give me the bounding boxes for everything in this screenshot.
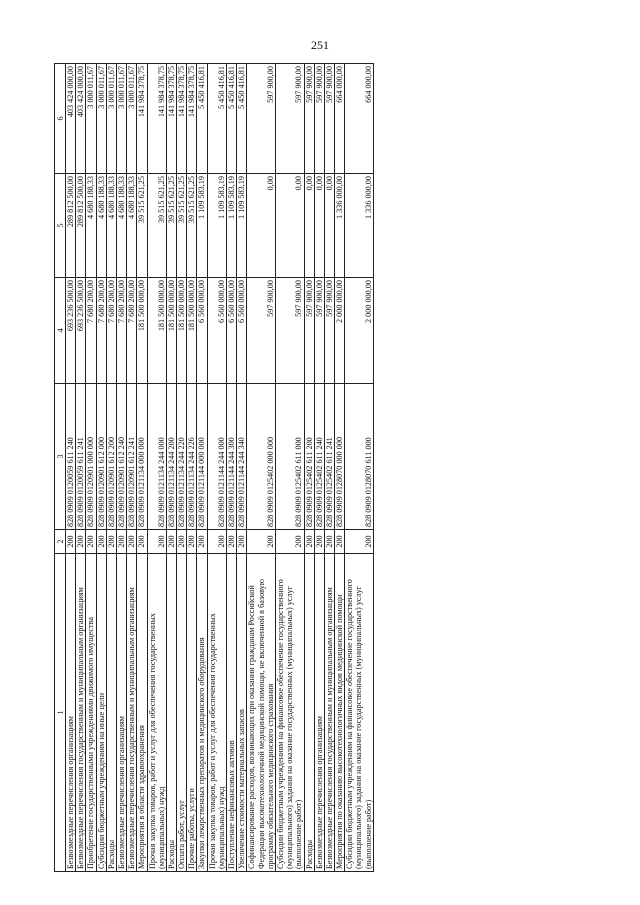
row-name-cell: Закупки лекарственных препаратов и медицинского оборудования [197,554,207,872]
table-header-row [55,64,66,872]
row-name-cell: Мероприятия в области здравоохранения [137,554,147,872]
table-row [345,64,374,872]
budget-table [54,63,374,872]
row-approved-cell: 597 900,00 [275,278,304,384]
row-executed-cell: 1 336 000,00 [335,174,345,278]
row-name-cell: Субсидии бюджетным учреждениям на финансовое обеспечение государственного (муниципального) задания на оказание государственных (муниципальных) услуг (выполнение работ) [345,554,374,872]
row-line-code-cell: 200 [247,530,276,554]
row-approved-cell: 7 680 200,00 [116,278,126,384]
row-budget-code-cell: 828 0909 0120059 611 241 [76,384,86,530]
row-name-cell: Оплата работ, услуг [177,554,187,872]
row-line-code-cell: 200 [86,530,96,554]
row-name-cell: Субсидии бюджетным учреждениям на финансовое обеспечение государственного (муниципального) задания на оказание государственных (муниципальных) услуг (выполнение работ) [275,554,304,872]
row-budget-code-cell: 828 0909 0125402 000 000 [247,384,276,530]
table-row [207,64,226,872]
row-approved-cell: 597 900,00 [324,278,334,384]
row-remaining-cell: 3 000 011,67 [127,64,137,174]
row-executed-cell: 39 515 621,25 [166,174,176,278]
row-line-code-cell: 200 [324,530,334,554]
row-line-code-cell: 200 [177,530,187,554]
row-budget-code-cell: 828 0909 0120901 612 000 [96,384,106,530]
table-row [106,64,116,872]
table-body [66,64,374,872]
row-approved-cell: 597 900,00 [304,278,314,384]
row-line-code-cell: 200 [314,530,324,554]
row-remaining-cell: 3 000 011,67 [106,64,116,174]
row-executed-cell: 1 109 583,19 [227,174,237,278]
row-line-code-cell: 200 [66,530,76,554]
row-budget-code-cell: 828 0909 0125402 611 240 [314,384,324,530]
row-approved-cell: 693 236 500,00 [76,278,86,384]
row-approved-cell: 181 500 000,00 [177,278,187,384]
table-row [116,64,126,872]
row-name-cell: Прочая закупка товаров, работ и услуг для обеспечения государственных (муниципальных) нужд [207,554,226,872]
row-budget-code-cell: 828 0909 0121144 244 000 [207,384,226,530]
row-approved-cell: 7 680 200,00 [86,278,96,384]
row-remaining-cell: 5 450 416,81 [227,64,237,174]
row-approved-cell: 597 900,00 [247,278,276,384]
row-budget-code-cell: 828 0909 0121134 244 000 [147,384,166,530]
row-budget-code-cell: 828 0909 0125402 611 000 [275,384,304,530]
table-row [275,64,304,872]
row-approved-cell: 181 500 000,00 [147,278,166,384]
row-executed-cell: 289 812 500,00 [66,174,76,278]
column-header: 1 [55,554,66,872]
row-line-code-cell: 200 [116,530,126,554]
row-executed-cell: 0,00 [275,174,304,278]
row-line-code-cell: 200 [137,530,147,554]
row-name-cell: Безвозмездные перечисления государственным и муниципальным организациям [127,554,137,872]
row-name-cell: Прочая закупка товаров, работ и услуг для обеспечения государственных (муниципальных) нужд [147,554,166,872]
row-budget-code-cell: 828 0909 0121144 244 340 [237,384,247,530]
row-executed-cell: 4 680 188,33 [96,174,106,278]
row-approved-cell: 597 900,00 [314,278,324,384]
table-row [187,64,197,872]
row-name-cell: Мероприятия по оказанию высокотехнологичных видов медицинской помощи [335,554,345,872]
row-remaining-cell: 3 000 011,67 [96,64,106,174]
row-name-cell: Прочие работы, услуги [187,554,197,872]
row-remaining-cell: 5 450 416,81 [197,64,207,174]
table-row [237,64,247,872]
row-executed-cell: 0,00 [304,174,314,278]
row-budget-code-cell: 828 0909 0121144 244 300 [227,384,237,530]
table-row [324,64,334,872]
row-budget-code-cell: 828 0909 0121134 000 000 [137,384,147,530]
row-line-code-cell: 200 [76,530,86,554]
row-approved-cell: 6 560 000,00 [237,278,247,384]
column-header: 4 [55,278,66,384]
row-remaining-cell: 664 000,00 [335,64,345,174]
column-header: 5 [55,174,66,278]
row-line-code-cell: 200 [207,530,226,554]
row-budget-code-cell: 828 0909 0125402 611 200 [304,384,314,530]
row-line-code-cell: 200 [335,530,345,554]
row-remaining-cell: 141 984 378,75 [166,64,176,174]
row-executed-cell: 39 515 621,25 [187,174,197,278]
row-approved-cell: 693 236 500,00 [66,278,76,384]
row-line-code-cell: 200 [166,530,176,554]
row-line-code-cell: 200 [237,530,247,554]
table-row [335,64,345,872]
row-name-cell: Безвозмездные перечисления государственным и муниципальным организациям [76,554,86,872]
row-budget-code-cell: 828 0909 0120901 612 241 [127,384,137,530]
row-remaining-cell: 141 984 378,75 [137,64,147,174]
row-line-code-cell: 200 [127,530,137,554]
row-budget-code-cell: 828 0909 0121144 000 000 [197,384,207,530]
row-approved-cell: 6 560 000,00 [207,278,226,384]
row-line-code-cell: 200 [275,530,304,554]
table-row [314,64,324,872]
table-row [86,64,96,872]
row-remaining-cell: 664 000,00 [345,64,374,174]
row-name-cell: Увеличение стоимости материальных запасов [237,554,247,872]
row-line-code-cell: 200 [304,530,314,554]
row-executed-cell: 4 680 188,33 [106,174,116,278]
row-name-cell: Расходы [166,554,176,872]
row-line-code-cell: 200 [227,530,237,554]
row-executed-cell: 39 515 621,25 [147,174,166,278]
row-executed-cell: 0,00 [314,174,324,278]
row-remaining-cell: 597 900,00 [314,64,324,174]
row-budget-code-cell: 828 0909 0128070 611 000 [345,384,374,530]
row-name-cell: Безвозмездные перечисления организациям [66,554,76,872]
table-row [197,64,207,872]
row-approved-cell: 2 000 000,00 [345,278,374,384]
row-budget-code-cell: 828 0909 0120901 000 000 [86,384,96,530]
table-row [247,64,276,872]
row-name-cell: Приобретение государственными учреждениями движимого имущества [86,554,96,872]
row-executed-cell: 4 680 188,33 [127,174,137,278]
row-executed-cell: 4 680 188,33 [86,174,96,278]
row-line-code-cell: 200 [147,530,166,554]
row-executed-cell: 39 515 621,25 [137,174,147,278]
column-header: 2 [55,530,66,554]
row-executed-cell: 1 336 000,00 [345,174,374,278]
row-executed-cell: 0,00 [247,174,276,278]
row-name-cell: Поступление нефинансовых активов [227,554,237,872]
row-name-cell: Софинансирование расходов, возникающих при оказании гражданам Российской Федерации высокотехнологичной медицинской помощи, не включенной в базовую программу обязательного медицинского страхования [247,554,276,872]
row-remaining-cell: 597 900,00 [324,64,334,174]
row-approved-cell: 6 560 000,00 [227,278,237,384]
row-remaining-cell: 403 424 000,00 [76,64,86,174]
row-executed-cell: 4 680 188,33 [116,174,126,278]
table-row [137,64,147,872]
row-remaining-cell: 597 900,00 [275,64,304,174]
row-remaining-cell: 597 900,00 [304,64,314,174]
row-remaining-cell: 597 900,00 [247,64,276,174]
row-line-code-cell: 200 [197,530,207,554]
row-remaining-cell: 5 450 416,81 [237,64,247,174]
row-budget-code-cell: 828 0909 0121134 244 226 [187,384,197,530]
row-name-cell: Безвозмездные перечисления государственным и муниципальным организациям [324,554,334,872]
row-budget-code-cell: 828 0909 0128070 000 000 [335,384,345,530]
row-name-cell: Безвозмездные перечисления организациям [116,554,126,872]
row-executed-cell: 1 109 583,19 [237,174,247,278]
table-row [304,64,314,872]
row-approved-cell: 7 680 200,00 [127,278,137,384]
row-budget-code-cell: 828 0909 0120901 612 240 [116,384,126,530]
row-remaining-cell: 403 424 000,00 [66,64,76,174]
row-name-cell: Расходы [304,554,314,872]
row-executed-cell: 39 515 621,25 [177,174,187,278]
row-name-cell: Безвозмездные перечисления организациям [314,554,324,872]
row-remaining-cell: 5 450 416,81 [207,64,226,174]
row-approved-cell: 6 560 000,00 [197,278,207,384]
table-row [147,64,166,872]
row-approved-cell: 181 500 000,00 [166,278,176,384]
table-row [227,64,237,872]
row-budget-code-cell: 828 0909 0125402 611 241 [324,384,334,530]
row-remaining-cell: 3 000 011,67 [86,64,96,174]
row-remaining-cell: 141 984 378,75 [177,64,187,174]
table-row [96,64,106,872]
row-approved-cell: 181 500 000,00 [187,278,197,384]
row-executed-cell: 0,00 [324,174,334,278]
row-executed-cell: 289 812 500,00 [76,174,86,278]
row-budget-code-cell: 828 0909 0121134 244 200 [166,384,176,530]
table-row [166,64,176,872]
row-budget-code-cell: 828 0909 0120901 612 200 [106,384,116,530]
row-line-code-cell: 200 [187,530,197,554]
column-header: 3 [55,384,66,530]
row-budget-code-cell: 828 0909 0120059 611 240 [66,384,76,530]
row-approved-cell: 181 500 000,00 [137,278,147,384]
table-row [177,64,187,872]
row-remaining-cell: 141 984 378,75 [187,64,197,174]
row-line-code-cell: 200 [345,530,374,554]
row-line-code-cell: 200 [106,530,116,554]
table-row [66,64,76,872]
row-executed-cell: 1 109 583,19 [207,174,226,278]
row-budget-code-cell: 828 0909 0121134 244 220 [177,384,187,530]
row-name-cell: Расходы [106,554,116,872]
column-header: 6 [55,64,66,174]
row-executed-cell: 1 109 583,19 [197,174,207,278]
row-approved-cell: 2 000 000,00 [335,278,345,384]
row-name-cell: Субсидии бюджетным учреждениям на иные цели [96,554,106,872]
row-approved-cell: 7 680 200,00 [96,278,106,384]
table-row [127,64,137,872]
row-remaining-cell: 3 000 011,67 [116,64,126,174]
row-approved-cell: 7 680 200,00 [106,278,116,384]
budget-sheet [54,64,618,872]
row-line-code-cell: 200 [96,530,106,554]
row-remaining-cell: 141 984 378,75 [147,64,166,174]
table-row [76,64,86,872]
page-number: 251 [311,38,329,52]
